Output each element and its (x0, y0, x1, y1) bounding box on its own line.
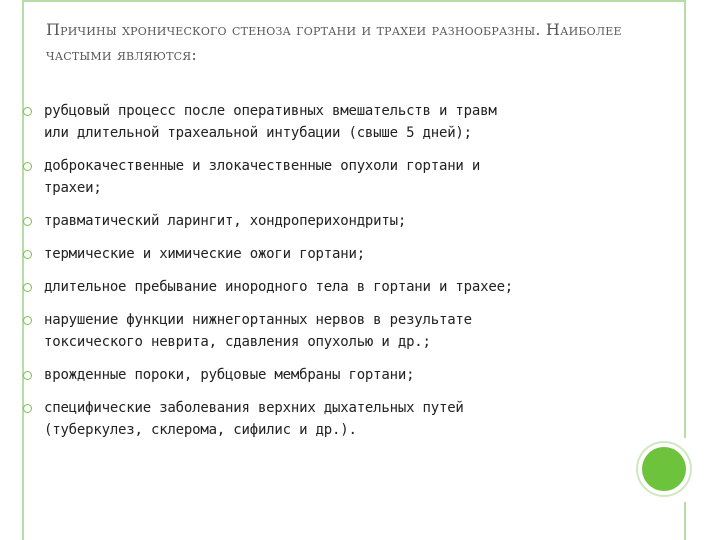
frame-top-line (22, 0, 686, 2)
list-item-text: травматический ларингит, хондроперихондриты; (44, 213, 407, 229)
frame-right-line (684, 0, 686, 438)
bullet-icon (23, 217, 32, 226)
bullet-icon (23, 371, 32, 380)
list-item (0, 155, 514, 199)
list-item-text: рубцовый процесс после оперативных вмешательств и травм или длительной трахеальной интубации (свыше 5 дней); (44, 103, 497, 141)
frame-right-line-lower (684, 502, 686, 540)
bullet-icon (23, 250, 32, 259)
bullet-icon (23, 162, 32, 171)
list-item-text: врожденные пороки, рубцовые мембраны гортани; (44, 367, 415, 383)
list-item-text: доброкачественные и злокачественные опухоли гортани и трахеи; (44, 158, 481, 196)
bullet-icon (23, 283, 32, 292)
bullet-icon (23, 404, 32, 413)
slide-title: Причины хронического стеноза гортани и трахеи разнообразны. Наиболее частыми являются: (46, 20, 622, 64)
bullet-icon (23, 107, 32, 116)
list-item-text: термические и химические ожоги гортани; (44, 246, 365, 262)
list-item (0, 364, 514, 386)
bullet-list (0, 100, 514, 452)
list-item (0, 210, 514, 232)
list-item (0, 397, 514, 441)
list-item-text: длительное пребывание инородного тела в гортани и трахее; (44, 279, 514, 295)
list-item-text: специфические заболевания верхних дыхательных путей (туберкулез, склерома, сифилис и др.). (44, 400, 464, 438)
list-item (0, 243, 514, 265)
bullet-icon (23, 316, 32, 325)
green-circle-decoration (642, 447, 686, 491)
list-item (0, 309, 514, 353)
list-item (0, 276, 514, 298)
list-item-text: нарушение функции нижнегортанных нервов в результате токсического неврита, сдавления опухолью и др.; (44, 312, 472, 350)
list-item (0, 100, 514, 144)
